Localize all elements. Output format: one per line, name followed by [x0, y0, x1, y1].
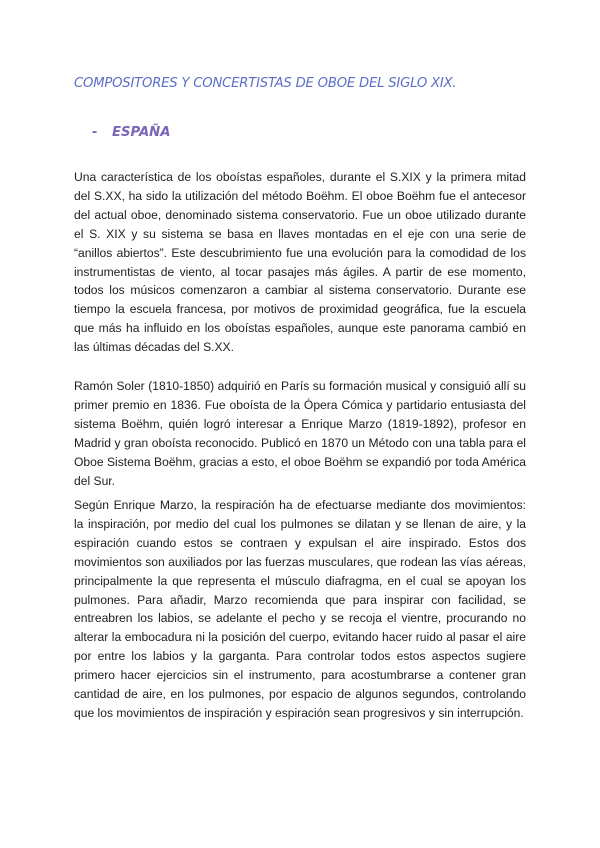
paragraph-ramon-soler: Ramón Soler (1810-1850) adquirió en París su formación musical y consiguió allí su primer premio en 1836. Fue oboísta de la Ópera Cómica y partidario entusiasta del sistema Boëhm, quién logró interesar a Enrique Marzo (1819-1892), profesor en Madrid y gran oboísta reconocido. Publicó en 1870 un Método con una tabla para el Oboe Sistema Boëhm, gracias a esto, el oboe Boëhm se expandió por toda América del Sur.	[74, 379, 526, 488]
section-bullet: -	[92, 125, 98, 140]
paragraph-boehm-system: Una característica de los oboístas españoles, durante el S.XIX y la primera mitad del S.XX, ha sido la utilización del método Boëhm. El oboe Boëhm fue el antecesor del actual oboe, denominado sistema conservatorio. Fue un oboe utilizado durante el S. XIX y su sistema se basa en llaves montadas en el eje con una serie de “anillos abiertos”. Este descubrimiento fue una evolución para la comodidad de los instrumentistas de viento, al tocar pasajes más ágiles. A partir de ese momento, todos los músicos comenzaron a cambiar al sistema conservatorio. Durante ese tiempo la escuela francesa, por motivos de proximidad geográfica, fue la escuela que más ha influido en los oboístas españoles, aunque este panorama cambió en las últimas décadas del S.XX.	[74, 170, 526, 355]
paragraph-enrique-marzo: Según Enrique Marzo, la respiración ha de efectuarse mediante dos movimientos: la inspiración, por medio del cual los pulmones se dilatan y se llenan de aire, y la espiración cuando estos se contraen y expulsan el aire inspirado. Estos dos movimientos son auxiliados por las fuerzas musculares, que rodean las vías aéreas, principalmente la que representa el músculo diafragma, en el cual se apoyan los pulmones. Para añadir, Marzo recomienda que para inspirar con facilidad, se entreabren los labios, se adelante el pecho y se recoja el vientre, procurando no alterar la embocadura ni la posición del cuerpo, evitando hacer ruido al pasar el aire por entre los labios y la garganta. Para controlar todos estos aspectos sugiere primero hacer ejercicios sin el instrumento, para acostumbrarse a contener gran cantidad de aire, en los pulmones, por espacio de algunos segundos, controlando que los movimientos de inspiración y espiración sean progresivos y sin interrupción.	[74, 498, 526, 720]
document-title: COMPOSITORES Y CONCERTISTAS DE OBOE DEL SIGLO XIX.	[74, 76, 457, 91]
section-heading	[92, 125, 170, 140]
section-heading-text: ESPAÑA	[112, 125, 171, 140]
